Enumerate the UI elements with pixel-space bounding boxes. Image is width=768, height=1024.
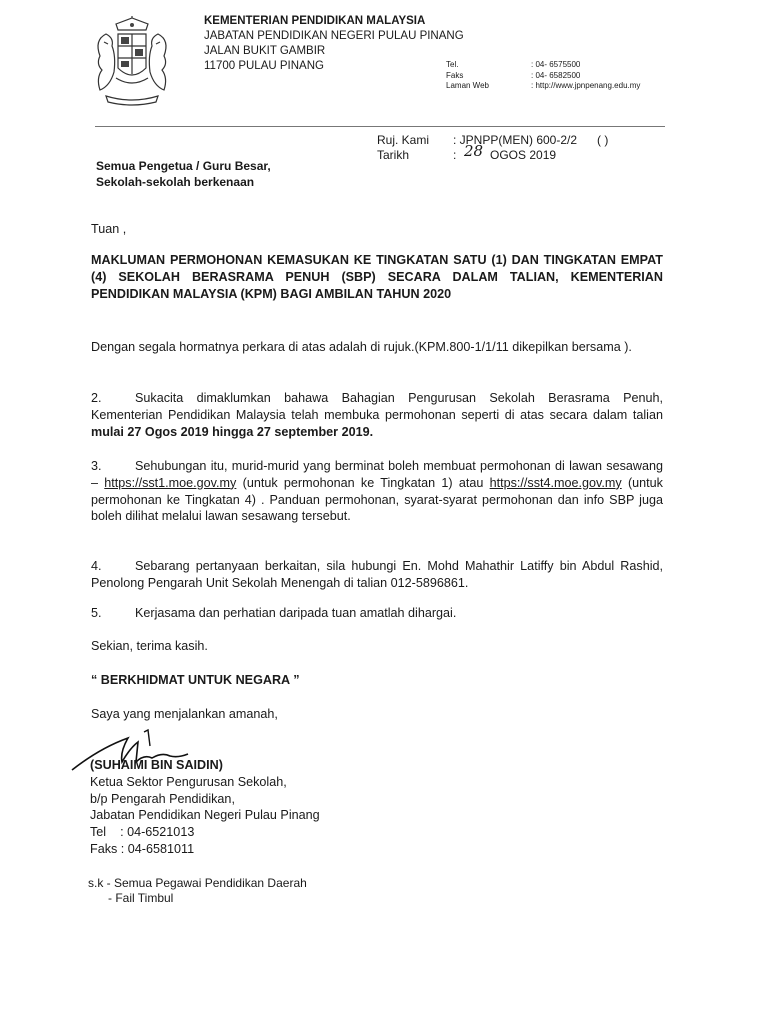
- ref-label: Ruj. Kami: [377, 133, 430, 147]
- contact-values: [531, 60, 640, 92]
- header-divider: [95, 126, 665, 127]
- paragraph-5-text: Kerjasama dan perhatian daripada tuan amatlah dihargai.: [135, 606, 457, 620]
- web-value: : http://www.jpnpenang.edu.my: [531, 81, 641, 90]
- link-sst1[interactable]: https://sst1.moe.gov.my: [104, 475, 237, 490]
- date-month-year: OGOS 2019: [490, 148, 557, 162]
- tel-label: Tel.: [446, 60, 459, 69]
- motto: “ BERKHIDMAT UNTUK NEGARA ”: [91, 673, 300, 687]
- letterhead-address: [204, 14, 464, 74]
- signatory-name: (SUHAIMI BIN SAIDIN): [90, 758, 223, 772]
- fax-value: : 04- 6582500: [531, 70, 581, 80]
- paragraph-2-text: Sukacita dimaklumkan bahawa Bahagian Pengurusan Sekolah Berasrama Penuh, Kementerian Pendidikan Malaysia telah membuka permohonan seperti di atas secara dalam talian: [91, 391, 663, 422]
- web-label: Laman Web: [446, 81, 489, 90]
- addressee: [96, 158, 271, 190]
- ref-value: : JPNPP(MEN) 600-2/2: [453, 133, 578, 147]
- cc-line-1: s.k - Semua Pegawai Pendidikan Daerah: [88, 876, 307, 890]
- paragraph-4-text: Sebarang pertanyaan berkaitan, sila hubungi En. Mohd Mahathir Latiffy bin Abdul Rashid, Penolong Pengarah Unit Sekolah Menengah di talian 012-5896861.: [91, 559, 663, 590]
- paragraph-3-number: 3.: [91, 459, 102, 473]
- cc-line-2: - Fail Timbul: [108, 891, 174, 905]
- link-sst4[interactable]: https://sst4.moe.gov.my: [489, 475, 622, 490]
- street-address: JALAN BUKIT GAMBIR: [204, 45, 326, 57]
- date-handwritten-day: 28: [464, 142, 484, 160]
- tel-value: : 04- 6575500: [531, 60, 581, 69]
- addressee-line-1: Semua Pengetua / Guru Besar,: [96, 159, 271, 173]
- date-colon: :: [453, 148, 457, 162]
- signatory-tel: Tel : 04-6521013: [90, 825, 195, 840]
- ministry-name: KEMENTERIAN PENDIDIKAN MALAYSIA: [204, 15, 426, 27]
- trust-line: Saya yang menjalankan amanah,: [91, 707, 278, 721]
- signatory-block: [90, 757, 320, 858]
- paragraph-2-dates: mulai 27 Ogos 2019 hingga 27 september 2019.: [91, 424, 374, 439]
- paragraph-3-text-3: (untuk permohonan ke Tingkatan 4) . Panduan permohonan, syarat-syarat permohonan dan info SBP juga boleh dilihat melalui lawan sesawang tersebut.: [91, 475, 663, 524]
- closing: Sekian, terima kasih.: [91, 639, 208, 653]
- contact-labels: [446, 60, 489, 92]
- paragraph-3-text-2: (untuk permohonan ke Tingkatan 1) atau: [236, 475, 490, 490]
- paragraph-5-number: 5.: [91, 606, 102, 620]
- paragraph-3-text-1: Sehubungan itu, murid-murid yang berminat boleh membuat permohonan di lawan sesawang –: [91, 459, 663, 490]
- fax-label: Faks: [446, 70, 464, 80]
- paragraph-2-number: 2.: [91, 391, 102, 405]
- salutation: Tuan ,: [91, 222, 127, 236]
- paragraph-5: [91, 605, 663, 622]
- addressee-line-2: Sekolah-sekolah berkenaan: [96, 175, 255, 189]
- subject-heading: MAKLUMAN PERMOHONAN KEMASUKAN KE TINGKATAN SATU (1) DAN TINGKATAN EMPAT (4) SEKOLAH BERASRAMA PENUH (SBP) SECARA DALAM TALIAN, KEMENTERIAN PENDIDIKAN MALAYSIA (KPM) BAGI AMBILAN TAHUN 2020: [91, 253, 663, 301]
- signatory-title-1: Ketua Sektor Pengurusan Sekolah,: [90, 774, 287, 789]
- paragraph-4: [91, 558, 663, 592]
- paragraph-2: [91, 390, 663, 440]
- paragraph-4-number: 4.: [91, 559, 102, 573]
- department-name: JABATAN PENDIDIKAN NEGERI PULAU PINANG: [204, 30, 464, 42]
- ref-suffix: ( ): [597, 133, 609, 147]
- signatory-fax: Faks : 04-6581011: [90, 841, 195, 856]
- coat-of-arms-logo: [86, 16, 178, 108]
- signatory-title-3: Jabatan Pendidikan Negeri Pulau Pinang: [90, 808, 320, 823]
- signatory-title-2: b/p Pengarah Pendidikan,: [90, 791, 235, 806]
- date-label: Tarikh: [377, 148, 410, 162]
- paragraph-3: [91, 458, 663, 525]
- postcode-city: 11700 PULAU PINANG: [204, 60, 324, 72]
- paragraph-1: Dengan segala hormatnya perkara di atas adalah di rujuk.(KPM.800-1/1/11 dikepilkan bersama ).: [91, 340, 632, 354]
